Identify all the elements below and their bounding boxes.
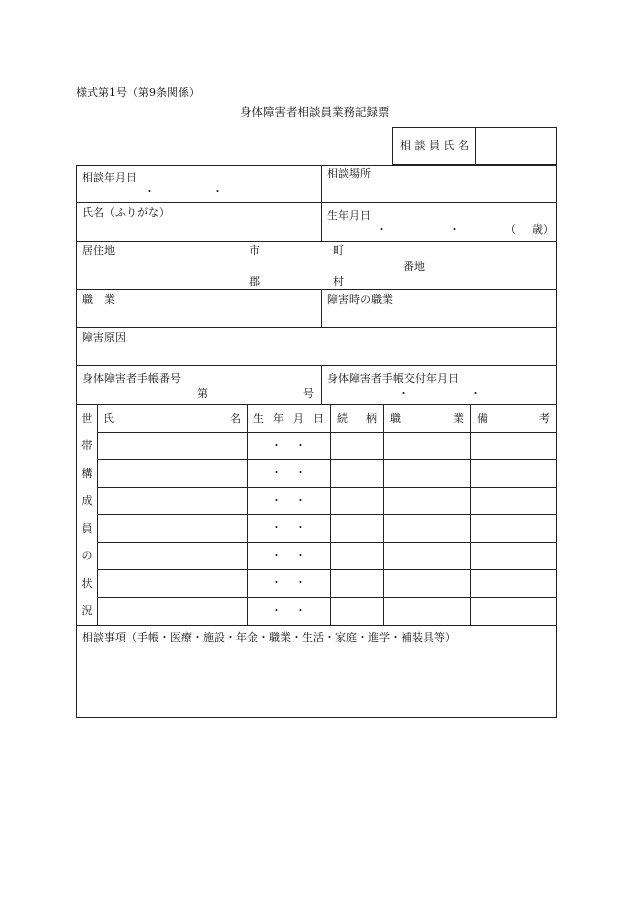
household-side-char: 帯	[81, 439, 93, 452]
household-birth-sep: ・	[271, 494, 282, 507]
form-title: 身体障害者相談員業務記録票	[240, 105, 390, 119]
birth-date-sep-1: ・	[376, 223, 387, 236]
household-birth-sep: ・	[295, 521, 306, 534]
age-close: 歳）	[532, 223, 554, 236]
household-birth-sep: ・	[271, 549, 282, 562]
job-at-disability-field[interactable]	[323, 308, 555, 325]
household-side-char: の	[81, 549, 93, 562]
household-name-field[interactable]	[99, 544, 245, 567]
form-style-number: 様式第1号（第9条関係）	[76, 86, 200, 99]
household-birth-sep: ・	[295, 549, 306, 562]
name-field[interactable]	[78, 220, 318, 239]
handbook-date-sep-1: ・	[398, 387, 409, 400]
consult-date-sep-2: ・	[212, 185, 223, 198]
household-birth-sep: ・	[295, 494, 306, 507]
household-birth-sep: ・	[271, 521, 282, 534]
handbook-date-sep-2: ・	[470, 387, 481, 400]
household-side-char: 構	[81, 467, 93, 480]
address-town: 町	[333, 244, 344, 257]
household-birth-sep: ・	[295, 604, 306, 617]
household-birth-sep: ・	[271, 466, 282, 479]
household-side-char: 世	[81, 412, 93, 425]
consult-items-label: 相談事項（手帳・医療・施設・年金・職業・生活・家庭・進学・補装具等）	[82, 631, 456, 644]
household-side-char: 成	[81, 494, 93, 507]
household-name-field[interactable]	[99, 516, 245, 540]
consult-items-field[interactable]	[78, 648, 555, 716]
birth-date-sep-2: ・	[449, 223, 460, 236]
disability-cause-field[interactable]	[78, 346, 555, 363]
consult-date-sep-1: ・	[144, 185, 155, 198]
counselor-name-field[interactable]	[477, 129, 555, 163]
age-open-paren: （	[505, 223, 516, 236]
address-city: 市	[249, 244, 260, 257]
consult-place-field[interactable]	[323, 182, 555, 200]
household-header-relation: 続 柄	[337, 412, 377, 425]
household-side-char: 員	[81, 522, 93, 535]
counselor-name-label: 相 談 員 氏 名	[400, 139, 469, 152]
address-field[interactable]	[78, 243, 555, 287]
household-birth-sep: ・	[295, 439, 306, 452]
job-field[interactable]	[78, 308, 318, 325]
household-header-name: 氏 名	[103, 412, 241, 425]
household-birth-sep: ・	[271, 439, 282, 452]
address-gun: 郡	[249, 275, 260, 288]
handbook-date-label: 身体障害者手帳交付年月日	[327, 372, 459, 385]
household-header-job: 職 業	[390, 412, 464, 425]
household-header-birth: 生 年 月 日	[253, 412, 324, 425]
household-birth-sep: ・	[295, 576, 306, 589]
household-name-field[interactable]	[99, 434, 245, 457]
consult-date-label: 相談年月日	[82, 171, 137, 184]
consult-date-field[interactable]	[78, 184, 318, 200]
birth-date-field[interactable]	[323, 222, 555, 239]
handbook-date-field[interactable]	[323, 385, 555, 402]
handbook-number-dai: 第	[197, 387, 208, 400]
birth-date-label: 生年月日	[327, 209, 371, 222]
household-name-field[interactable]	[99, 571, 245, 595]
household-name-field[interactable]	[99, 599, 245, 623]
handbook-number-go: 号	[303, 387, 314, 400]
job-at-disability-label: 障害時の職業	[327, 293, 393, 306]
household-birth-sep: ・	[271, 604, 282, 617]
household-name-field[interactable]	[99, 461, 245, 485]
household-name-field[interactable]	[99, 489, 245, 512]
handbook-number-field[interactable]	[212, 385, 300, 402]
disability-cause-label: 障害原因	[82, 331, 126, 344]
household-birth-sep: ・	[271, 576, 282, 589]
consult-place-label: 相談場所	[327, 167, 371, 180]
household-header-remarks: 備 考	[477, 412, 550, 425]
address-village: 村	[333, 275, 344, 288]
job-label: 職 業	[82, 293, 115, 306]
address-banchi: 番地	[403, 260, 425, 273]
name-label: 氏名（ふりがな）	[82, 206, 170, 219]
household-side-char: 状	[81, 577, 93, 590]
address-label: 居住地	[82, 244, 115, 257]
household-side-label	[80, 404, 94, 625]
household-side-char: 況	[81, 604, 93, 617]
handbook-number-label: 身体障害者手帳番号	[82, 372, 181, 385]
household-birth-sep: ・	[295, 466, 306, 479]
